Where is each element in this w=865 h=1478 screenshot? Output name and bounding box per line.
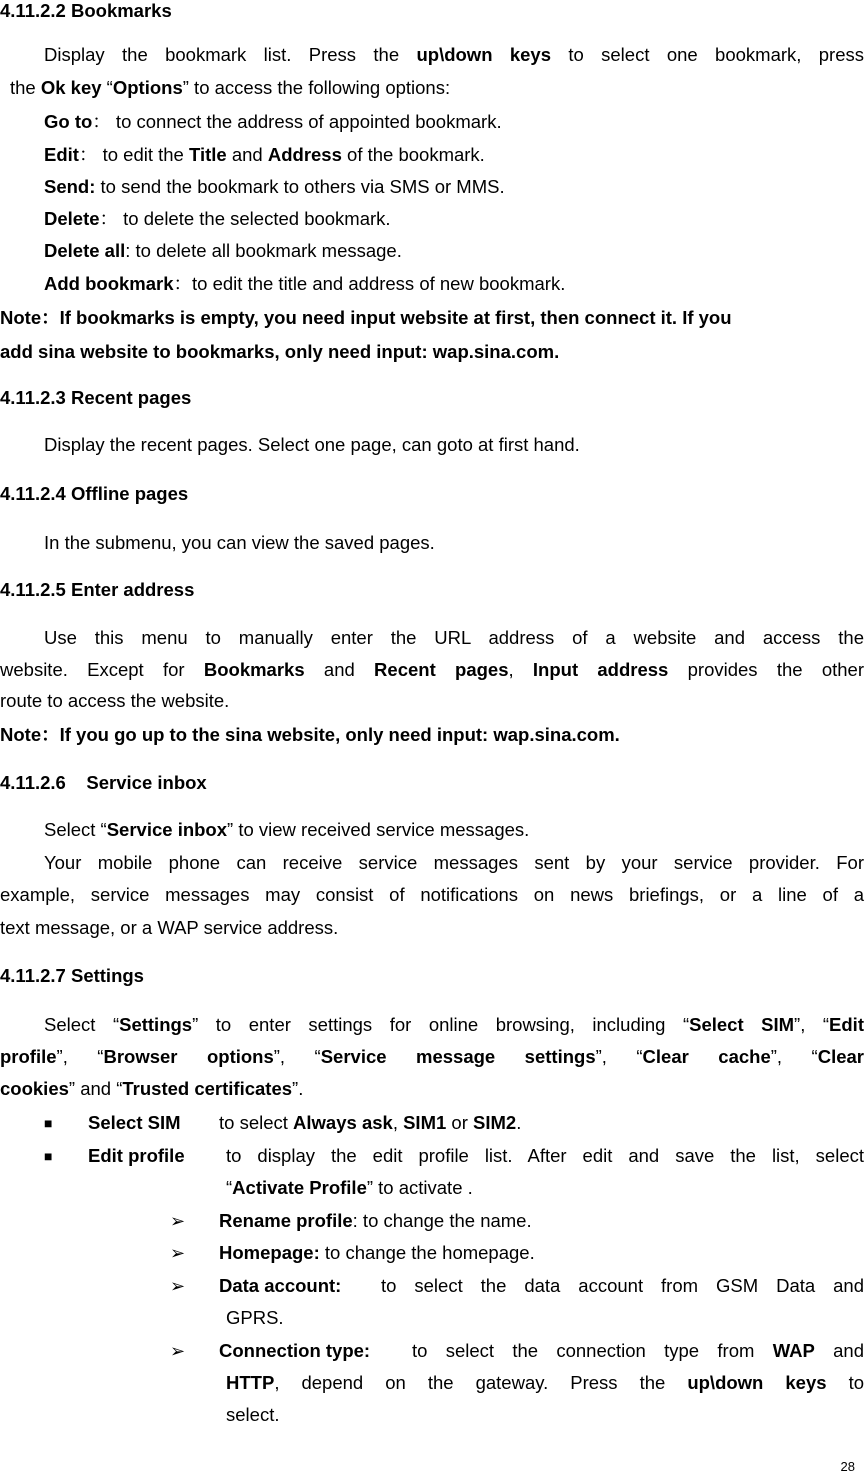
sub-bullet-connection-type-label: Connection type: bbox=[219, 1340, 371, 1361]
settings-line-3: cookies” and “Trusted certificates”. bbox=[0, 1078, 304, 1099]
note-bookmarks-line-1: Note：If bookmarks is empty, you need input website at first, then connect it. If you bbox=[0, 307, 732, 328]
sub-bullet-connection-type-text-line-1: to select the connection type from WAP and bbox=[412, 1340, 865, 1361]
heading-offline-pages: 4.11.2.4 Offline pages bbox=[0, 483, 189, 504]
settings-line-1: Select “Settings” to enter settings for online browsing, including “Select SIM”, “Edit bbox=[44, 1014, 864, 1035]
note-bookmarks-line-2: add sina website to bookmarks, only need input: wap.sina.com. bbox=[0, 341, 560, 362]
option-edit: Edit： to edit the Title and Address of the bookmark. bbox=[44, 144, 485, 165]
heading-enter-address: 4.11.2.5 Enter address bbox=[0, 579, 195, 600]
heading-bookmarks: 4.11.2.2 Bookmarks bbox=[0, 0, 172, 21]
page-number: 28 bbox=[840, 1459, 855, 1474]
service-inbox-line-3: example, service messages may consist of notifications on news briefings, or a line of a bbox=[0, 884, 864, 905]
arrow-bullet-icon: ➢ bbox=[170, 1276, 186, 1296]
enter-address-line-1: Use this menu to manually enter the URL address of a website and access the bbox=[44, 627, 864, 648]
sub-bullet-rename-profile: Rename profile: to change the name. bbox=[219, 1210, 532, 1231]
service-inbox-line-2: Your mobile phone can receive service messages sent by your service provider. For bbox=[44, 852, 864, 873]
heading-recent-pages: 4.11.2.3 Recent pages bbox=[0, 387, 192, 408]
arrow-bullet-icon: ➢ bbox=[170, 1341, 186, 1361]
sub-bullet-connection-type-text-line-3: select. bbox=[226, 1404, 280, 1425]
heading-service-inbox: 4.11.2.6 Service inbox bbox=[0, 772, 207, 793]
square-bullet-icon: ■ bbox=[44, 1115, 53, 1131]
sub-bullet-data-account-text-line-1: to select the data account from GSM Data and bbox=[381, 1275, 864, 1296]
enter-address-line-3: route to access the website. bbox=[0, 690, 230, 711]
bullet-edit-profile-text-line-2: “Activate Profile” to activate . bbox=[226, 1177, 473, 1198]
heading-settings: 4.11.2.7 Settings bbox=[0, 965, 144, 986]
sub-bullet-homepage: Homepage: to change the homepage. bbox=[219, 1242, 535, 1263]
sub-bullet-data-account-text-line-2: GPRS. bbox=[226, 1307, 284, 1328]
enter-address-line-2: website. Except for Bookmarks and Recent pages, Input address provides the other bbox=[0, 659, 864, 680]
offline-pages-paragraph: In the submenu, you can view the saved pages. bbox=[44, 532, 435, 553]
option-delete: Delete： to delete the selected bookmark. bbox=[44, 208, 391, 229]
arrow-bullet-icon: ➢ bbox=[170, 1243, 186, 1263]
sub-bullet-data-account-label: Data account: bbox=[219, 1275, 342, 1296]
option-go-to: Go to： to connect the address of appointed bookmark. bbox=[44, 111, 502, 132]
bookmarks-paragraph-line-2: the Ok key “Options” to access the following options: bbox=[10, 77, 451, 98]
option-add-bookmark: Add bookmark：to edit the title and address of new bookmark. bbox=[44, 273, 566, 294]
option-delete-all: Delete all: to delete all bookmark message. bbox=[44, 240, 402, 261]
bullet-edit-profile-label: Edit profile bbox=[88, 1145, 185, 1166]
recent-pages-paragraph: Display the recent pages. Select one page, can goto at first hand. bbox=[44, 434, 580, 455]
bullet-select-sim-text: to select Always ask, SIM1 or SIM2. bbox=[219, 1112, 522, 1133]
settings-line-2: profile”, “Browser options”, “Service message settings”, “Clear cache”, “Clear bbox=[0, 1046, 864, 1067]
bookmarks-paragraph-line-1: Display the bookmark list. Press the up\down keys to select one bookmark, press bbox=[44, 44, 864, 65]
note-enter-address: Note：If you go up to the sina website, only need input: wap.sina.com. bbox=[0, 724, 620, 745]
bullet-select-sim-label: Select SIM bbox=[88, 1112, 181, 1133]
arrow-bullet-icon: ➢ bbox=[170, 1211, 186, 1231]
option-send: Send: to send the bookmark to others via SMS or MMS. bbox=[44, 176, 505, 197]
square-bullet-icon: ■ bbox=[44, 1148, 53, 1164]
service-inbox-line-4: text message, or a WAP service address. bbox=[0, 917, 339, 938]
sub-bullet-connection-type-text-line-2: HTTP, depend on the gateway. Press the up\down keys to bbox=[226, 1372, 864, 1393]
bullet-edit-profile-text-line-1: to display the edit profile list. After edit and save the list, select bbox=[226, 1145, 864, 1166]
service-inbox-line-1: Select “Service inbox” to view received service messages. bbox=[44, 819, 530, 840]
